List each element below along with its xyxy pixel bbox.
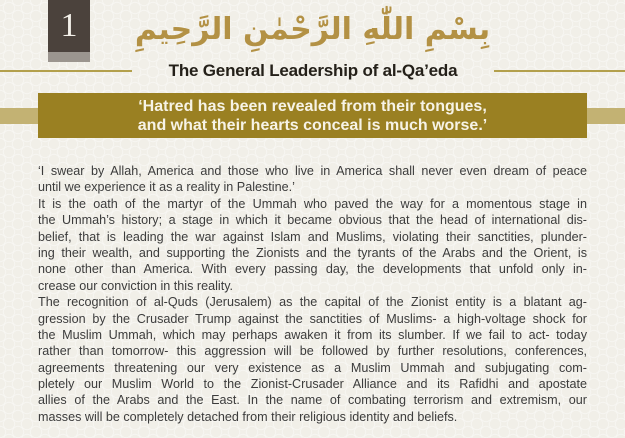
body-line: rather than tomorrow- this aggression will be followed by further resolutions, conferences,	[38, 344, 587, 359]
body-line: ing their wealth, and supporting the Zionists and the tyrants of the Arabs and the Orient, is	[38, 245, 587, 260]
body-line: the Ummah’s history; a stage in which it became obvious that the head of international dis-	[38, 213, 587, 228]
body-text	[38, 163, 587, 425]
body-line: gression by the Crusader Trump against the sanctities of Muslims- a high-voltage shock for	[38, 311, 587, 326]
title-row	[0, 60, 625, 82]
title-rule-left	[0, 70, 132, 72]
body-line: until we experience it as a reality in Palestine.’	[38, 180, 295, 195]
bismillah-calligraphy: بِسْمِ اللّٰهِ الرَّحْمٰنِ الرَّحِيمِ	[134, 12, 491, 47]
body-line: It is the oath of the martyr of the Ummah who paved the way for a momentous stage in	[38, 196, 587, 211]
quote-banner	[38, 93, 587, 138]
title-rule-right	[494, 70, 625, 72]
body-line: agreements threatening our very existence as a Muslim Ummah and subjugating com-	[38, 360, 587, 375]
body-line: allies of the Arabs and the East. In the name of combating terrorism and extremism, our	[38, 393, 587, 408]
body-line: belief, that is leading the war against Islam and Muslims, violating their sanctities, plunder-	[38, 229, 587, 244]
page-number: 1	[60, 7, 78, 44]
page-title: The General Leadership of al-Qa’eda	[168, 61, 458, 80]
quote-banner-line-2: and what their hearts conceal is much worse.’	[137, 116, 488, 134]
body-line: The recognition of al-Quds (Jerusalem) as the capital of the Zionist entity is a blatant ag-	[38, 295, 587, 310]
body-line: crease our conviction in this reality.	[38, 278, 234, 293]
body-line: pletely our Muslim World to the Zionist-Crusader Alliance and its Rafidhi and apostate	[38, 377, 587, 392]
quote-banner-line-1: ‘Hatred has been revealed from their tongues,	[138, 97, 487, 115]
body-line: none other than America. With every passing day, the developments that unfold only in-	[38, 262, 587, 277]
body-line: ‘I swear by Allah, America and those who live in America shall never even dream of peace	[38, 164, 587, 178]
body-line: masses will be completely detached from their religious identity and beliefs.	[38, 409, 458, 424]
body-line: the Muslim Ummah, which may perhaps awaken it from its slumber. If we fail to act- today	[38, 327, 587, 342]
